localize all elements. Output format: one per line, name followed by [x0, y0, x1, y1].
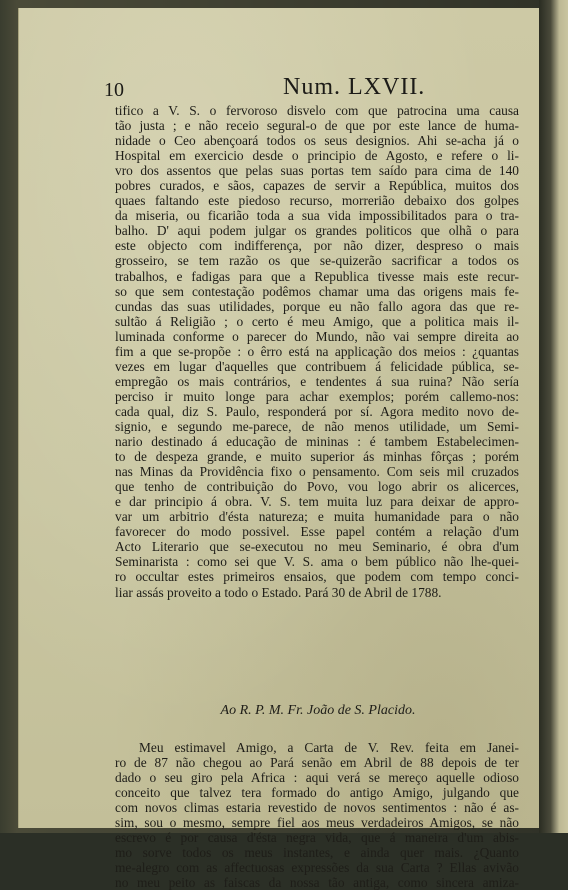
text-line: este objecto com indifferença, por não dizer, despreso o mais	[115, 238, 519, 254]
text-line: e dar principio á obra. V. S. tem muita luz para deixar de appro-	[115, 494, 519, 510]
text-line: nas Minas da Providência fixo o pensamento. Com seis mil cruzados	[115, 464, 519, 480]
text-line: so que sem contestação podêmos chamar uma das origens mais fe-	[115, 283, 519, 299]
text-line: balho. D' aqui podem julgar os grandes politicos que olhã o para	[115, 223, 519, 239]
text-line: cundas das suas utilidades, porque eu não fallo agora das que re-	[115, 298, 519, 314]
letter-salutation: Ao R. P. M. Fr. João de S. Placido.	[220, 703, 416, 718]
text-line: que tenho de contribuição do Povo, vou logo abrir os alicerces,	[115, 479, 519, 495]
text-line: trabalhos, e fadigas para que a Republica tivesse mais este recur-	[115, 268, 519, 284]
text-line: me-alegro com as affectuosas expressões da sua Carta ? Ellas avivão	[115, 860, 519, 876]
text-line: nario destinado á educação de mininas : é tambem Estabelecimen-	[115, 434, 519, 450]
text-line: var um arbitrio d'ésta natureza; e muita humanidade para o não	[115, 509, 519, 525]
text-line: luminada conforme o parecer do Mundo, não vai sempre direita ao	[115, 328, 519, 344]
text-line-indented: Meu estimavel Amigo, a Carta de V. Rev. feita em Janei-	[139, 740, 519, 755]
letter-body-1	[115, 103, 519, 600]
text-line: mo sorve todos os meus instantes, e ainda quer mais. ¿Quanto	[115, 845, 519, 861]
text-line: pobres curados, e sãos, capazes de servir a República, muitos dos	[115, 178, 519, 194]
text-line: sultão á Religião ; o certo é meu Amigo, que a politica mais il-	[115, 313, 519, 329]
text-line: Acto Literario que se-executou no meu Seminario, é obra d'um	[115, 539, 519, 555]
text-line: fim a que se-propõe : o êrro está na applicação dos meios : ¿quantas	[115, 343, 519, 359]
text-line: conceito que talvez tera formado do antigo Amigo, julgando que	[115, 785, 519, 801]
text-line: ro de 87 não chegou ao Pará senão em Abril de 88 depois de ter	[115, 755, 519, 771]
text-line: dado o seu giro pela Africa : aqui verá se mereço aquelle odioso	[115, 770, 519, 786]
text-line: Hospital em exercicio desde o principio de Agosto, e refere o li-	[115, 148, 519, 164]
text-line: sim, sou o mesmo, sempre fiel aos meus verdadeiros Amigos, se não	[115, 815, 519, 831]
text-line: tão justa ; e não receio segural-o de que por este lance de huma-	[115, 118, 519, 134]
text-line-closing: liar assás proveito a todo o Estado. Pará 30 de Abril de 1788.	[115, 584, 442, 600]
text-line: vro dos assentos que pelas suas portas tem saído para cima de 140	[115, 163, 519, 179]
text-line: tifico a V. S. o fervoroso disvelo com que patrocina uma causa	[115, 103, 519, 118]
text-line: favorecer do modo possivel. Esse papel contém a relação d'um	[115, 524, 519, 540]
text-line: Seminarista : como sei que V. S. ama o bem público não lhe-quei-	[115, 554, 519, 570]
text-line: da miseria, ou ficarião toda a sua vida impossibilitados para o tra-	[115, 208, 519, 224]
text-line: com novos climas estaria revestido de novos sentimentos : não é as-	[115, 800, 519, 816]
page-number: 10	[104, 79, 124, 101]
text-line: cada qual, diz S. Paulo, responderá por sí. Agora medito novo de-	[115, 403, 519, 419]
letter-body-2	[115, 740, 519, 890]
page-gutter	[539, 0, 568, 833]
text-line: empregão os mais contrários, e tendentes á sua ruina? Não sería	[115, 373, 519, 389]
text-line: to de despeza grande, e muito superior ás minhas fôrças ; porém	[115, 449, 519, 465]
text-line: vezes em lugar d'aquelles que contribuem á felicidade pública, se-	[115, 358, 519, 374]
running-header: Num. LXVII.	[283, 74, 426, 100]
text-line: quaes faltando este piedoso recurso, morrerião debaixo dos golpes	[115, 193, 519, 209]
text-line: nidade o Ceo abençoará todos os seus designios. Ahi se-acha já o	[115, 133, 519, 149]
text-line: ro occultar estes primeiros ensaios, que podem com tempo conci-	[115, 569, 519, 585]
text-line: signio, e segundo me-parece, de não menos utilidade, um Semi-	[115, 418, 519, 434]
text-line: perciso ir muito longe para achar exemplos; porém callemo-nos:	[115, 388, 519, 404]
text-line: no meu peito as faiscas da nossa tão antiga, como sincera amiza-	[115, 875, 519, 890]
text-line: grosseiro, se tem razão os que se-quizerão sacrificar a todos os	[115, 253, 519, 269]
text-line: escrevo é por causa d'ésta negra vida, que á maneira d'um abis-	[115, 830, 519, 846]
